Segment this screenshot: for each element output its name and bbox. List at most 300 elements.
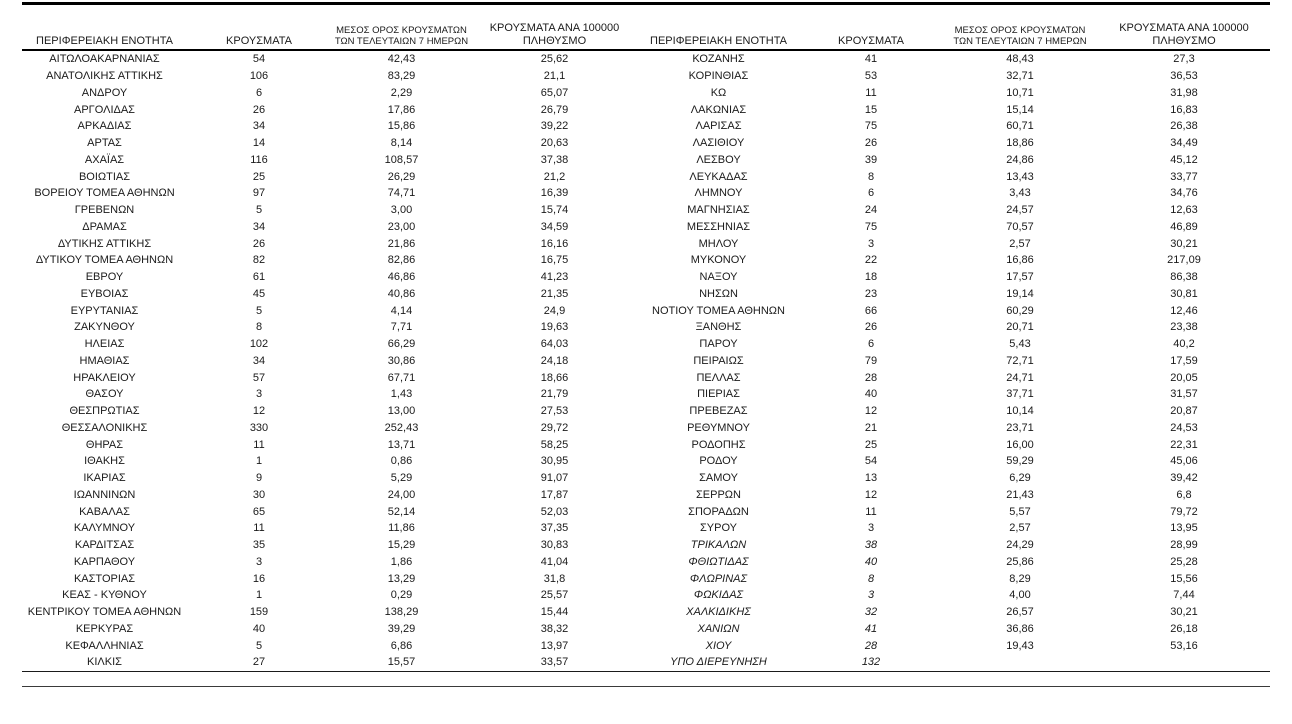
cases-cell-left: 159 <box>249 606 269 619</box>
avg7-cell-right: 13,43 <box>1006 170 1034 183</box>
region-cell-right: ΣΠΟΡΑΔΩΝ <box>688 505 749 518</box>
region-cell-right: ΡΟΔΟΠΗΣ <box>691 438 746 451</box>
region-cell-right: ΣΥΡΟΥ <box>699 522 737 535</box>
avg7-cell-left: 15,57 <box>331 654 472 671</box>
per100k-cell-right: 31,57 <box>1170 388 1198 401</box>
per100k-cell-left: 17,87 <box>540 488 569 501</box>
cases-cell-left: 65 <box>252 505 266 518</box>
avg7-cell-left: 4,14 <box>390 304 413 317</box>
avg7-cell-left: 42,43 <box>387 53 416 66</box>
cases-cell-left: 11 <box>253 438 265 451</box>
region-cell-left: ΘΗΡΑΣ <box>85 438 124 451</box>
per100k-cell-left: 37,35 <box>540 522 569 535</box>
per100k-cell-left: 25,62 <box>540 53 569 66</box>
per100k-cell-right: 27,3 <box>1173 53 1195 66</box>
per100k-cell-right <box>1098 654 1270 671</box>
cases-cell-left: 6 <box>255 86 263 99</box>
region-cell-right: ΠΑΡΟΥ <box>699 338 738 351</box>
avg7-cell-right: 25,86 <box>1006 555 1034 568</box>
per100k-cell-left: 29,72 <box>540 421 569 434</box>
region-cell-right: ΦΩΚΙΔΑΣ <box>693 589 744 602</box>
cases-cell-right: 22 <box>864 254 878 267</box>
table-row <box>22 369 1270 386</box>
cases-cell-left: 8 <box>255 321 263 334</box>
cases-cell-left: 82 <box>252 254 266 267</box>
region-cell-left: ΚΑΡΠΑΘΟΥ <box>73 555 136 568</box>
region-cell-right: ΡΟΔΟΥ <box>699 455 738 468</box>
header-per100k-left <box>472 4 637 51</box>
cases-cell-right: 38 <box>864 539 878 552</box>
avg7-cell-right: 6,29 <box>1009 472 1031 485</box>
per100k-cell-right: 22,31 <box>1170 438 1198 451</box>
per100k-cell-right: 12,46 <box>1170 304 1198 317</box>
table-row <box>22 118 1270 135</box>
region-cell-right: ΥΠΟ ΔΙΕΡΕΥΝΗΣΗ <box>637 654 800 671</box>
table-body <box>22 50 1270 671</box>
avg7-cell-left: 138,29 <box>384 606 419 619</box>
cases-cell-left: 3 <box>255 555 263 568</box>
region-cell-left: ΖΑΚΥΝΘΟΥ <box>74 321 135 334</box>
per100k-cell-left: 21,1 <box>543 70 566 83</box>
region-cell-right: ΛΕΣΒΟΥ <box>696 153 741 166</box>
avg7-cell-left: 108,57 <box>384 153 419 166</box>
region-cell-left: ΚΕΡΚΥΡΑΣ <box>75 622 134 635</box>
avg7-cell-right: 24,57 <box>1006 204 1034 217</box>
cases-cell-right: 39 <box>864 153 878 166</box>
avg7-cell-left: 24,00 <box>387 488 416 501</box>
per100k-cell-right: 39,42 <box>1170 472 1198 485</box>
table-row <box>22 202 1270 219</box>
per100k-cell-right: 13,95 <box>1170 522 1198 535</box>
per100k-cell-left: 91,07 <box>540 472 569 485</box>
cases-cell-left: 12 <box>252 405 266 418</box>
per100k-cell-right: 24,53 <box>1170 421 1198 434</box>
cases-cell-right: 13 <box>864 472 878 485</box>
cases-cell-left: 5 <box>255 639 263 652</box>
avg7-cell-right: 23,71 <box>1006 421 1034 434</box>
region-cell-right: ΠΕΙΡΑΙΩΣ <box>693 354 744 367</box>
per100k-cell-left: 64,03 <box>540 338 569 351</box>
cases-cell-left: 116 <box>250 153 268 166</box>
avg7-cell-right: 18,86 <box>1006 137 1034 150</box>
cases-cell-right: 32 <box>864 606 878 619</box>
per100k-cell-right: 20,87 <box>1170 405 1198 418</box>
avg7-cell-left: 66,29 <box>387 338 416 351</box>
table-row <box>22 319 1270 336</box>
table-row <box>22 252 1270 269</box>
per100k-cell-left: 31,8 <box>543 572 566 585</box>
avg7-cell-left: 17,86 <box>387 103 416 116</box>
per100k-cell-right: 40,2 <box>1173 338 1195 351</box>
table-row <box>22 336 1270 353</box>
avg7-cell-left: 21,86 <box>387 237 416 250</box>
per100k-cell-right: 30,21 <box>1170 606 1198 619</box>
per100k-cell-right: 6,8 <box>1176 488 1192 501</box>
cases-cell-left: 30 <box>252 488 266 501</box>
per100k-cell-right: 15,56 <box>1170 572 1198 585</box>
per100k-cell-right: 79,72 <box>1170 505 1198 518</box>
region-cell-left: ΔΡΑΜΑΣ <box>82 220 127 233</box>
cases-cell-right: 75 <box>864 120 878 133</box>
header-per100k-right <box>1098 4 1270 51</box>
header-row <box>22 4 1270 51</box>
avg7-cell-right: 70,57 <box>1006 220 1034 233</box>
region-cell-left: ΑΙΤΩΛΟΑΚΑΡΝΑΝΙΑΣ <box>49 53 160 66</box>
per100k-cell-left: 38,32 <box>540 622 569 635</box>
per100k-cell-right: 12,63 <box>1170 204 1198 217</box>
avg7-cell-right: 60,29 <box>1006 304 1034 317</box>
table-row <box>22 587 1270 604</box>
cases-cell-left: 330 <box>249 421 269 434</box>
cases-cell-right: 28 <box>864 371 878 384</box>
avg7-cell-right: 2,57 <box>1009 522 1031 535</box>
table-row <box>22 570 1270 587</box>
region-cell-right: ΦΘΙΩΤΙΔΑΣ <box>688 555 749 568</box>
avg7-cell-left: 13,00 <box>387 405 416 418</box>
table-row <box>22 353 1270 370</box>
cases-cell-left: 26 <box>252 103 266 116</box>
avg7-cell-left: 82,86 <box>387 254 416 267</box>
per100k-cell-right: 45,12 <box>1170 153 1198 166</box>
header-cases-left: ΚΡΟΥΣΜΑΤΑ <box>187 4 331 51</box>
cases-cell-left: 26 <box>252 237 266 250</box>
per100k-cell-left: 25,57 <box>540 589 569 602</box>
per100k-cell-right: 31,98 <box>1170 86 1198 99</box>
region-cell-left: ΕΥΒΟΙΑΣ <box>80 287 129 300</box>
per100k-cell-right: 20,05 <box>1170 371 1198 384</box>
avg7-cell-left: 1,43 <box>390 388 413 401</box>
per100k-cell-left: 24,18 <box>540 354 569 367</box>
avg7-cell-left: 3,00 <box>390 204 413 217</box>
avg7-cell-left: 8,14 <box>390 137 413 150</box>
avg7-cell-right: 4,00 <box>1009 589 1031 602</box>
region-cell-left: ΕΥΡΥΤΑΝΙΑΣ <box>70 304 139 317</box>
cases-cell-right: 28 <box>864 639 878 652</box>
avg7-cell-left: 252,43 <box>384 421 419 434</box>
cases-cell-right: 75 <box>864 220 878 233</box>
per100k-cell-right: 30,81 <box>1170 287 1198 300</box>
cases-cell-right: 18 <box>864 271 878 284</box>
cases-cell-right: 132 <box>800 654 942 671</box>
header-per100k-right-line2: ΠΛΗΘΥΣΜΟ <box>1152 34 1216 47</box>
cases-cell-left: 102 <box>249 338 269 351</box>
avg7-cell-left: 26,29 <box>387 170 416 183</box>
avg7-cell-right: 2,57 <box>1009 237 1031 250</box>
avg7-cell-right: 8,29 <box>1009 572 1031 585</box>
per100k-cell-right: 30,21 <box>1170 237 1198 250</box>
region-cell-left: ΑΡΓΟΛΙΔΑΣ <box>74 103 135 116</box>
avg7-cell-right: 59,29 <box>1006 455 1034 468</box>
avg7-cell-left: 52,14 <box>387 505 416 518</box>
cases-cell-left: 97 <box>252 187 266 200</box>
region-cell-left: ΒΟΡΕΙΟΥ ΤΟΜΕΑ ΑΘΗΝΩΝ <box>34 187 175 200</box>
region-cell-left: ΔΥΤΙΚΗΣ ΑΤΤΙΚΗΣ <box>57 237 152 250</box>
avg7-cell-right: 24,71 <box>1006 371 1034 384</box>
region-cell-right: ΞΑΝΘΗΣ <box>695 321 742 334</box>
region-cell-right: ΧΑΛΚΙΔΙΚΗΣ <box>686 606 751 619</box>
header-per100k-right-line1: ΚΡΟΥΣΜΑΤΑ ΑΝΑ 100000 <box>1119 22 1249 34</box>
per100k-cell-right: 25,28 <box>1170 555 1198 568</box>
avg7-cell-left: 15,86 <box>387 120 416 133</box>
table-row <box>22 235 1270 252</box>
per100k-cell-right: 17,59 <box>1170 354 1198 367</box>
table-row <box>22 302 1270 319</box>
cases-cell-right: 6 <box>867 338 875 351</box>
cases-cell-left: 16 <box>252 572 266 585</box>
cases-cell-left: 27 <box>187 654 331 671</box>
per100k-cell-right: 53,16 <box>1170 639 1198 652</box>
region-cell-left: ΙΚΑΡΙΑΣ <box>83 472 126 485</box>
cases-cell-left: 57 <box>252 371 266 384</box>
cases-cell-left: 14 <box>252 137 266 150</box>
table-row <box>22 487 1270 504</box>
cases-cell-right: 40 <box>864 388 878 401</box>
region-cell-left: ΙΩΑΝΝΙΝΩΝ <box>73 488 136 501</box>
per100k-cell-right: 16,83 <box>1170 103 1198 116</box>
avg7-cell-right: 15,14 <box>1006 103 1034 116</box>
avg7-cell-right: 24,29 <box>1006 539 1034 552</box>
cases-cell-right: 41 <box>864 622 878 635</box>
avg7-cell-right: 48,43 <box>1006 53 1034 66</box>
avg7-cell-left: 39,29 <box>387 622 416 635</box>
cases-cell-right: 8 <box>867 572 875 585</box>
avg7-cell-right: 19,43 <box>1006 639 1034 652</box>
per100k-cell-left: 58,25 <box>540 438 569 451</box>
avg7-cell-right: 37,71 <box>1006 388 1034 401</box>
header-cases-right: ΚΡΟΥΣΜΑΤΑ <box>800 4 942 51</box>
per100k-cell-left: 18,66 <box>540 371 569 384</box>
per100k-cell-left: 13,97 <box>540 639 569 652</box>
cases-cell-left: 34 <box>252 120 266 133</box>
per100k-cell-left: 41,23 <box>540 271 569 284</box>
cases-cell-left: 3 <box>255 388 263 401</box>
region-cell-right: ΤΡΙΚΑΛΩΝ <box>690 539 747 552</box>
per100k-cell-right: 36,53 <box>1170 70 1198 83</box>
header-avg7-right-line2: ΤΩΝ ΤΕΛΕΥΤΑΙΩΝ 7 ΗΜΕΡΩΝ <box>953 36 1087 47</box>
cases-cell-right: 12 <box>864 488 878 501</box>
region-cell-left: ΚΕΑΣ - ΚΥΘΝΟΥ <box>62 589 147 602</box>
region-cell-left: ΚΕΦΑΛΛΗΝΙΑΣ <box>65 639 144 652</box>
region-cell-right: ΛΑΡΙΣΑΣ <box>695 120 742 133</box>
table-row <box>22 386 1270 403</box>
cases-cell-right: 11 <box>865 505 877 518</box>
per100k-cell-right: 26,38 <box>1170 120 1198 133</box>
table-row <box>22 654 1270 671</box>
avg7-cell-right: 5,43 <box>1009 338 1031 351</box>
region-cell-left: ΚΑΡΔΙΤΣΑΣ <box>74 539 135 552</box>
cases-cell-right: 41 <box>864 53 878 66</box>
cases-cell-right: 26 <box>864 137 878 150</box>
avg7-cell-right: 21,43 <box>1006 488 1034 501</box>
region-cell-left: ΓΡΕΒΕΝΩΝ <box>74 204 135 217</box>
avg7-cell-right: 16,00 <box>1006 438 1034 451</box>
per100k-cell-left: 27,53 <box>540 405 569 418</box>
region-cell-right: ΛΕΥΚΑΔΑΣ <box>689 170 748 183</box>
avg7-cell-right: 20,71 <box>1006 321 1034 334</box>
region-cell-right: ΡΕΘΥΜΝΟΥ <box>687 421 750 434</box>
cases-cell-right: 15 <box>864 103 878 116</box>
region-cell-left: ΗΛΕΙΑΣ <box>84 338 125 351</box>
cases-cell-left: 40 <box>252 622 266 635</box>
avg7-cell-left: 2,29 <box>390 86 413 99</box>
table-row <box>22 537 1270 554</box>
avg7-cell-right: 36,86 <box>1006 622 1034 635</box>
cases-cell-right: 66 <box>864 304 878 317</box>
region-cell-right: ΧΑΝΙΩΝ <box>697 622 740 635</box>
table-row <box>22 436 1270 453</box>
header-per100k-left-line2: ΠΛΗΘΥΣΜΟ <box>522 34 587 47</box>
regional-cases-table <box>22 2 1270 672</box>
region-cell-left: ΘΑΣΟΥ <box>85 388 124 401</box>
table-row <box>22 453 1270 470</box>
header-per100k-left-line1: ΚΡΟΥΣΜΑΤΑ ΑΝΑ 100000 <box>489 22 620 34</box>
avg7-cell-left: 67,71 <box>387 371 416 384</box>
table-row <box>22 219 1270 236</box>
table-row <box>22 286 1270 303</box>
header-avg7-right <box>942 4 1098 51</box>
avg7-cell-left: 83,29 <box>387 70 416 83</box>
table-row <box>22 135 1270 152</box>
table-row <box>22 604 1270 621</box>
per100k-cell-left: 16,16 <box>540 237 569 250</box>
cases-cell-right: 53 <box>864 70 878 83</box>
table-row <box>22 554 1270 571</box>
region-cell-left: ΔΥΤΙΚΟΥ ΤΟΜΕΑ ΑΘΗΝΩΝ <box>35 254 174 267</box>
region-cell-left: ΑΡΤΑΣ <box>87 137 122 150</box>
table-header <box>22 4 1270 51</box>
avg7-cell-left: 13,71 <box>387 438 416 451</box>
avg7-cell-right: 72,71 <box>1006 354 1034 367</box>
header-avg7-left <box>331 4 472 51</box>
table-row <box>22 85 1270 102</box>
avg7-cell-left: 30,86 <box>387 354 416 367</box>
per100k-cell-left: 15,44 <box>540 606 569 619</box>
header-avg7-left-line2: ΤΩΝ ΤΕΛΕΥΤΑΙΩΝ 7 ΗΜΕΡΩΝ <box>334 36 469 47</box>
region-cell-left: ΚΕΝΤΡΙΚΟΥ ΤΟΜΕΑ ΑΘΗΝΩΝ <box>27 606 182 619</box>
per100k-cell-right: 34,49 <box>1170 137 1198 150</box>
per100k-cell-right: 45,06 <box>1170 455 1198 468</box>
region-cell-right: ΜΥΚΟΝΟΥ <box>690 254 747 267</box>
avg7-cell-left: 11,86 <box>388 522 415 535</box>
per100k-cell-right: 46,89 <box>1170 220 1198 233</box>
table-row <box>22 185 1270 202</box>
cases-cell-right: 8 <box>867 170 875 183</box>
cases-cell-right: 21 <box>864 421 878 434</box>
avg7-cell-right: 19,14 <box>1006 287 1034 300</box>
table-row <box>22 50 1270 68</box>
avg7-cell-right <box>942 654 1098 671</box>
region-cell-right: ΚΟΡΙΝΘΙΑΣ <box>688 70 749 83</box>
avg7-cell-right: 17,57 <box>1006 271 1034 284</box>
per100k-cell-right: 33,77 <box>1170 170 1198 183</box>
per100k-cell-left: 21,79 <box>540 388 569 401</box>
region-cell-right: ΧΙΟΥ <box>705 639 732 652</box>
per100k-cell-right: 26,18 <box>1170 622 1198 635</box>
cases-cell-right: 3 <box>867 522 875 535</box>
cases-cell-left: 5 <box>255 204 263 217</box>
avg7-cell-left: 23,00 <box>387 220 416 233</box>
region-cell-right: ΝΟΤΙΟΥ ΤΟΜΕΑ ΑΘΗΝΩΝ <box>652 304 785 317</box>
per100k-cell-left: 26,79 <box>540 103 569 116</box>
cases-cell-right: 23 <box>864 287 878 300</box>
avg7-cell-left: 6,86 <box>390 639 413 652</box>
per100k-cell-left: 52,03 <box>540 505 569 518</box>
per100k-cell-right: 86,38 <box>1170 271 1198 284</box>
region-cell-left: ΚΑΛΥΜΝΟΥ <box>73 522 136 535</box>
avg7-cell-left: 0,29 <box>390 589 413 602</box>
per100k-cell-right: 23,38 <box>1170 321 1198 334</box>
cases-cell-right: 3 <box>867 237 875 250</box>
avg7-cell-left: 74,71 <box>387 187 416 200</box>
per100k-cell-right: 217,09 <box>1167 254 1201 267</box>
avg7-cell-left: 46,86 <box>387 271 416 284</box>
region-cell-left: ΑΝΑΤΟΛΙΚΗΣ ΑΤΤΙΚΗΣ <box>46 70 163 83</box>
region-cell-left: ΚΙΛΚΙΣ <box>22 654 187 671</box>
region-cell-right: ΛΗΜΝΟΥ <box>694 187 743 200</box>
per100k-cell-right: 34,76 <box>1170 187 1198 200</box>
region-cell-right: ΠΕΛΛΑΣ <box>696 371 741 384</box>
region-cell-left: ΒΟΙΩΤΙΑΣ <box>78 170 131 183</box>
cases-cell-left: 106 <box>249 70 269 83</box>
region-cell-left: ΘΕΣΣΑΛΟΝΙΚΗΣ <box>61 421 148 434</box>
region-cell-left: ΗΡΑΚΛΕΙΟΥ <box>73 371 136 384</box>
avg7-cell-left: 0,86 <box>390 455 413 468</box>
per100k-cell-left: 21,2 <box>543 170 566 183</box>
region-cell-right: ΣΑΜΟΥ <box>699 472 738 485</box>
region-cell-right: ΜΕΣΣΗΝΙΑΣ <box>686 220 751 233</box>
cases-cell-right: 40 <box>864 555 878 568</box>
header-avg7-left-line1: ΜΕΣΟΣ ΟΡΟΣ ΚΡΟΥΣΜΑΤΩΝ <box>336 25 467 36</box>
region-cell-right: ΠΙΕΡΙΑΣ <box>697 388 740 401</box>
cases-cell-right: 11 <box>865 86 877 99</box>
table-row <box>22 68 1270 85</box>
table-row <box>22 637 1270 654</box>
cases-cell-right: 25 <box>864 438 878 451</box>
avg7-cell-left: 13,29 <box>387 572 416 585</box>
cases-cell-left: 11 <box>253 522 265 535</box>
cases-cell-right: 54 <box>864 455 878 468</box>
region-cell-right: ΛΑΚΩΝΙΑΣ <box>690 103 747 116</box>
cases-cell-left: 35 <box>252 539 266 552</box>
regional-cases-sheet <box>22 2 1270 687</box>
region-cell-right: ΜΑΓΝΗΣΙΑΣ <box>687 204 750 217</box>
region-cell-left: ΚΑΒΑΛΑΣ <box>79 505 130 518</box>
avg7-cell-left: 5,29 <box>390 472 413 485</box>
table-row <box>22 621 1270 638</box>
table-row <box>22 101 1270 118</box>
avg7-cell-right: 3,43 <box>1009 187 1031 200</box>
avg7-cell-right: 26,57 <box>1006 606 1034 619</box>
header-region-right: ΠΕΡΙΦΕΡΕΙΑΚΗ ΕΝΟΤΗΤΑ <box>637 4 800 51</box>
header-avg7-right-line1: ΜΕΣΟΣ ΟΡΟΣ ΚΡΟΥΣΜΑΤΩΝ <box>954 25 1086 36</box>
avg7-cell-right: 10,14 <box>1006 405 1034 418</box>
per100k-cell-left: 20,63 <box>540 137 569 150</box>
per100k-cell-left: 16,39 <box>540 187 569 200</box>
per100k-cell-right: 7,44 <box>1173 589 1195 602</box>
table-row <box>22 520 1270 537</box>
avg7-cell-right: 16,86 <box>1006 254 1034 267</box>
region-cell-right: ΚΟΖΑΝΗΣ <box>692 53 745 66</box>
table-row <box>22 503 1270 520</box>
avg7-cell-left: 7,71 <box>390 321 413 334</box>
cases-cell-left: 34 <box>252 354 266 367</box>
avg7-cell-right: 32,71 <box>1006 70 1034 83</box>
per100k-cell-left: 41,04 <box>540 555 569 568</box>
header-region-left: ΠΕΡΙΦΕΡΕΙΑΚΗ ΕΝΟΤΗΤΑ <box>22 4 187 51</box>
region-cell-right: ΝΗΣΩΝ <box>699 287 738 300</box>
per100k-cell-left: 15,74 <box>540 204 569 217</box>
cases-cell-left: 34 <box>252 220 266 233</box>
